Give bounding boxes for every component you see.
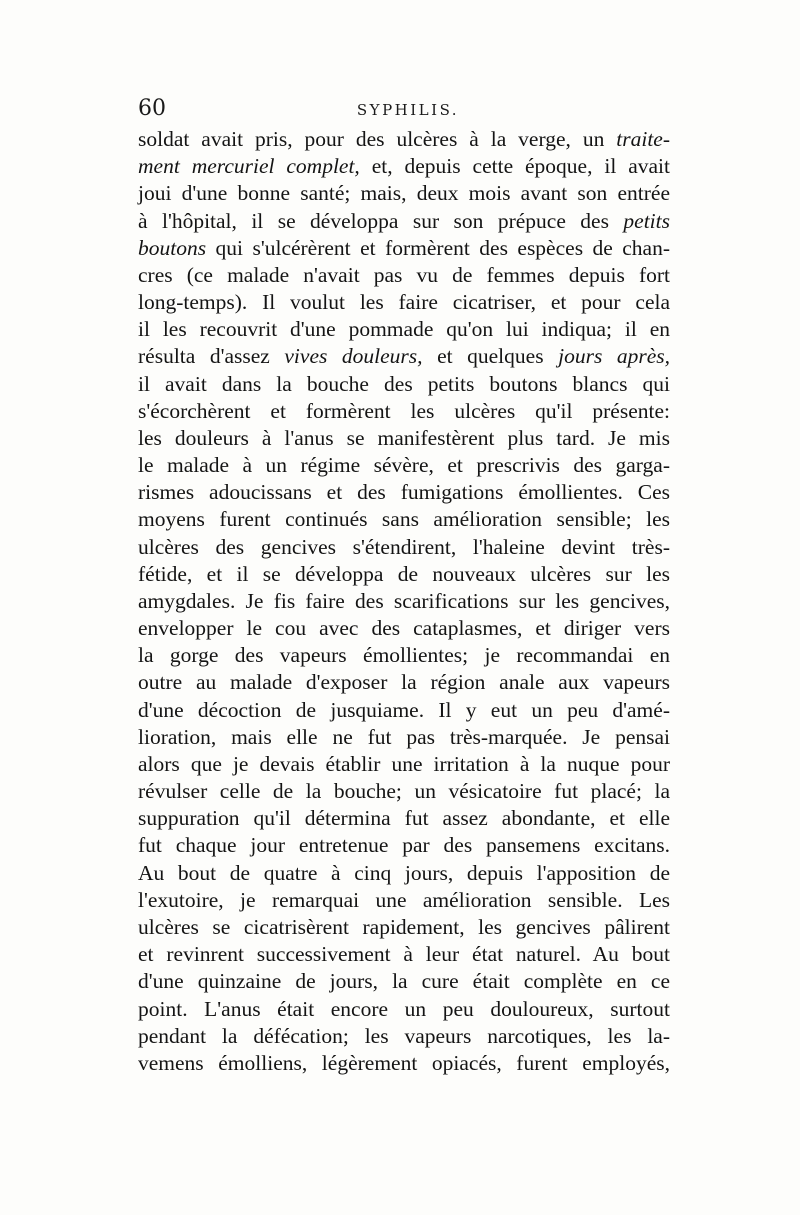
text-line [138, 561, 670, 588]
text-segment: l'exutoire, je remarquai une amélioration sensible. Les [138, 887, 670, 912]
body-text [138, 126, 670, 1077]
text-line [138, 1023, 670, 1050]
text-segment: qui s'ulcérèrent et formèrent des espèces de chan- [206, 235, 670, 260]
text-line [138, 534, 670, 561]
text-line [138, 914, 670, 941]
text-segment: vemens émolliens, légèrement opiacés, furent employés, [138, 1050, 670, 1075]
text-segment: amygdales. Je fis faire des scarifications sur les gencives, [138, 588, 670, 613]
text-segment: envelopper le cou avec des cataplasmes, et diriger vers [138, 616, 670, 641]
text-line [138, 968, 670, 995]
text-segment: rismes adoucissans et des fumigations émollientes. Ces [138, 480, 670, 505]
text-line [138, 289, 670, 316]
text-segment: ulcères se cicatrisèrent rapidement, les gencives pâlirent [138, 914, 670, 939]
text-segment: boutons [138, 235, 207, 260]
text-line [138, 887, 670, 914]
text-segment: et quelques [422, 344, 559, 369]
text-segment: petits [623, 208, 670, 233]
text-line [138, 126, 670, 153]
text-line [138, 316, 670, 343]
text-segment: moyens furent continués sans amélioration sensible; les [138, 507, 670, 532]
text-segment: d'une décoction de jusquiame. Il y eut un peu d'amé- [138, 697, 670, 722]
text-line [138, 506, 670, 533]
text-segment: alors que je devais établir une irritation à la nuque pour [138, 751, 670, 776]
text-segment: s'écorchèrent et formèrent les ulcères qu'il présente: [138, 398, 670, 423]
text-line [138, 180, 670, 207]
text-line [138, 343, 670, 370]
text-line [138, 996, 670, 1023]
text-segment: et revinrent successivement à leur état naturel. Au bout [138, 942, 670, 967]
text-line [138, 697, 670, 724]
text-segment: long-temps). Il voulut les faire cicatriser, et pour cela [138, 290, 670, 315]
text-segment: fétide, et il se développa de nouveaux ulcères sur les [138, 561, 670, 586]
text-segment: ment mercuriel complet, [138, 154, 360, 179]
text-segment: lioration, mais elle ne fut pas très-marquée. Je pensai [138, 724, 670, 749]
running-head [138, 94, 670, 124]
text-line [138, 832, 670, 859]
text-line [138, 642, 670, 669]
text-line [138, 425, 670, 452]
text-segment: Au bout de quatre à cinq jours, depuis l'apposition de [138, 860, 670, 885]
text-segment: révulser celle de la bouche; un vésicatoire fut placé; la [138, 779, 670, 804]
text-segment: et, depuis cette époque, il avait [359, 154, 670, 179]
text-line [138, 479, 670, 506]
text-line [138, 615, 670, 642]
text-segment: vives douleurs, [284, 344, 423, 369]
text-line [138, 724, 670, 751]
text-segment: les douleurs à l'anus se manifestèrent plus tard. Je mis [138, 425, 670, 450]
text-segment: pendant la défécation; les vapeurs narcotiques, les la- [138, 1023, 670, 1048]
text-segment: jours après, [558, 344, 671, 369]
text-segment: traite- [616, 127, 670, 151]
text-segment: résulta d'assez [138, 344, 285, 369]
text-line [138, 208, 670, 235]
text-line [138, 398, 670, 425]
text-segment: il les recouvrit d'une pommade qu'on lui indiqua; il en [138, 317, 670, 342]
page-number: 60 [138, 96, 166, 121]
text-segment: fut chaque jour entretenue par des pansemens excitans. [138, 833, 670, 858]
text-segment: ulcères des gencives s'étendirent, l'haleine devint très- [138, 534, 670, 559]
running-title: SYPHILIS. [356, 101, 460, 119]
text-line [138, 1050, 670, 1077]
text-segment: à l'hôpital, il se développa sur son prépuce des [138, 208, 624, 233]
text-line [138, 371, 670, 398]
text-segment: d'une quinzaine de jours, la cure était complète en ce [138, 969, 670, 994]
text-line [138, 262, 670, 289]
text-line [138, 805, 670, 832]
text-line [138, 588, 670, 615]
text-segment: il avait dans la bouche des petits boutons blancs qui [138, 371, 670, 396]
text-segment: point. L'anus était encore un peu douloureux, surtout [138, 996, 670, 1021]
text-segment: le malade à un régime sévère, et prescrivis des garga- [138, 453, 670, 478]
text-segment: suppuration qu'il détermina fut assez abondante, et elle [138, 806, 670, 831]
text-segment: joui d'une bonne santé; mais, deux mois avant son entrée [138, 181, 670, 206]
text-line [138, 452, 670, 479]
text-line [138, 860, 670, 887]
text-line [138, 778, 670, 805]
text-line [138, 669, 670, 696]
text-segment: outre au malade d'exposer la région anale aux vapeurs [138, 670, 670, 695]
text-line [138, 235, 670, 262]
text-segment: la gorge des vapeurs émollientes; je recommandai en [138, 643, 670, 668]
text-segment: soldat avait pris, pour des ulcères à la verge, un [138, 127, 617, 151]
text-line [138, 751, 670, 778]
text-segment: cres (ce malade n'avait pas vu de femmes depuis fort [138, 262, 670, 287]
text-line [138, 153, 670, 180]
text-line [138, 941, 670, 968]
